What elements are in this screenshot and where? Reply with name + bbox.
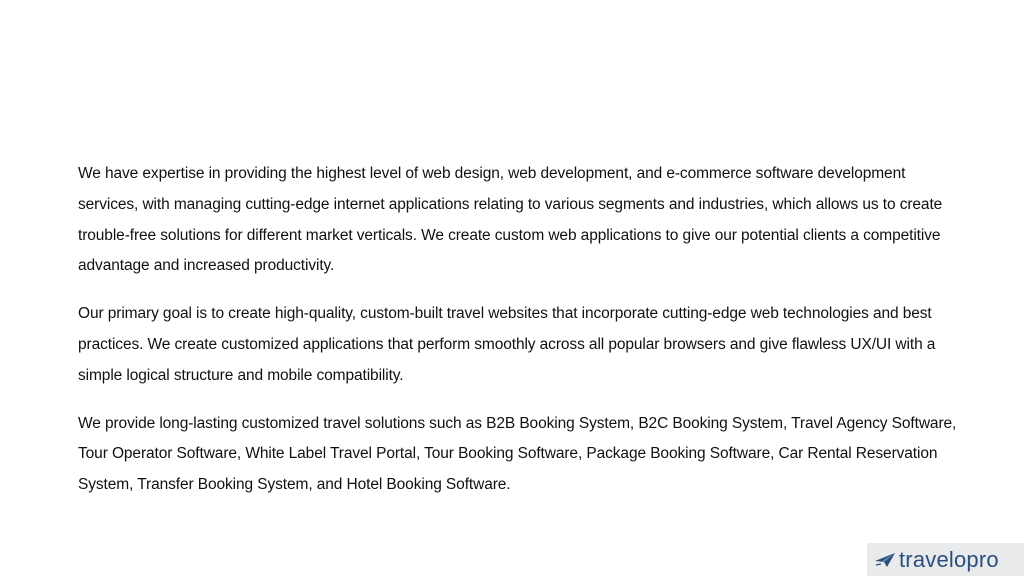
travelopro-logo — [867, 543, 1024, 576]
paragraph-primary-goal: Our primary goal is to create high-quality, custom-built travel websites that incorporate cutting-edge web technologies and best practices. We create customized applications that perform smoothly across all popular browsers and give flawless UX/UI with a simple logical structure and mobile compatibility. — [78, 305, 936, 384]
paragraph-expertise: We have expertise in providing the highest level of web design, web development, and e-commerce software development services, with managing cutting-edge internet applications relating to various segments and industries, which allows us to create trouble-free solutions for different market verticals. We create custom web applications to give our potential clients a competitive advantage and increased productivity. — [78, 165, 943, 275]
logo-text: travelopro — [899, 546, 999, 572]
paragraph-solutions: We provide long-lasting customized travel solutions such as B2B Booking System, B2C Booking System, Travel Agency Software, Tour Operator Software, White Label Travel Portal, Tour Booking Software, Package Booking Software, Car Rental Reservation System, Transfer Booking System, and Hotel Booking Software. — [78, 414, 957, 494]
slide-body — [78, 159, 958, 518]
airplane-icon — [873, 550, 897, 570]
